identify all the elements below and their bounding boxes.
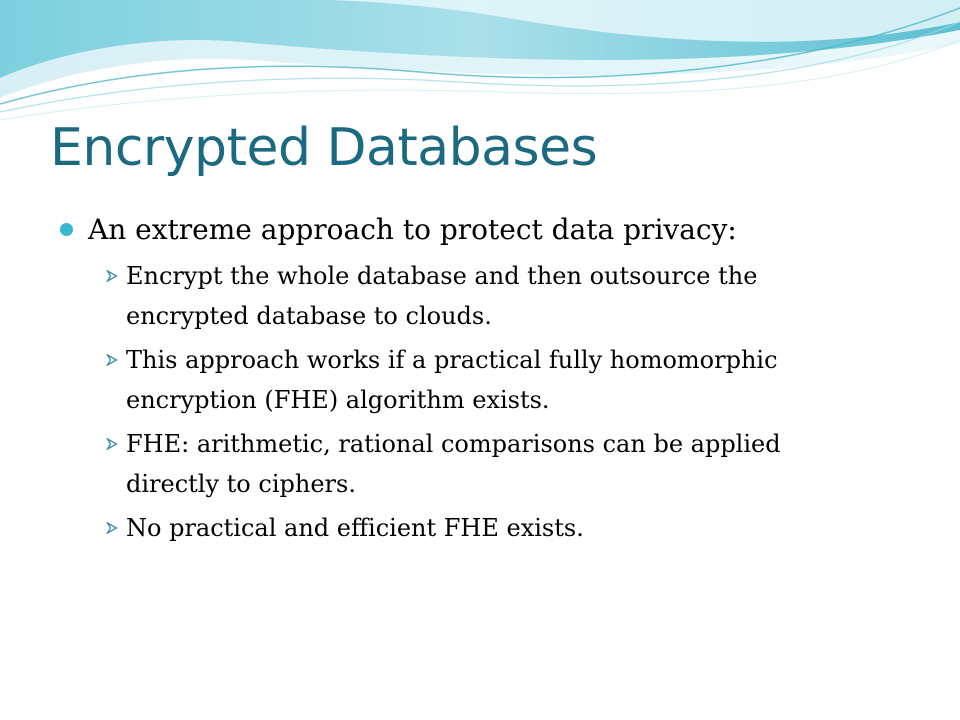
sub-bullet-text: Encrypt the whole database and then outsource the	[126, 262, 758, 290]
sub-bullet-item	[106, 256, 920, 336]
arrowhead-bullet-icon	[106, 270, 118, 282]
slide-title: Encrypted Databases	[50, 118, 598, 178]
sub-bullet-text: encrypted database to clouds.	[126, 302, 492, 330]
slide-content	[60, 204, 920, 552]
sub-bullet-text: encryption (FHE) algorithm exists.	[126, 386, 550, 414]
sub-bullet-list	[60, 256, 920, 548]
sub-bullet-text: No practical and efficient FHE exists.	[126, 514, 584, 542]
sub-bullet-text: This approach works if a practical fully homomorphic	[126, 346, 778, 374]
arrowhead-bullet-icon	[106, 522, 118, 534]
bullet-item	[60, 204, 920, 256]
sub-bullet-item	[106, 340, 920, 420]
bullet-text: An extreme approach to protect data privacy:	[88, 213, 737, 246]
arrowhead-bullet-icon	[106, 354, 118, 366]
sub-bullet-item	[106, 424, 920, 504]
sub-bullet-text: directly to ciphers.	[126, 470, 356, 498]
header-wave-decoration	[0, 0, 960, 130]
sub-bullet-text: FHE: arithmetic, rational comparisons can be applied	[126, 430, 781, 458]
bullet-dot-icon	[60, 223, 73, 236]
arrowhead-bullet-icon	[106, 438, 118, 450]
sub-bullet-item	[106, 508, 920, 548]
